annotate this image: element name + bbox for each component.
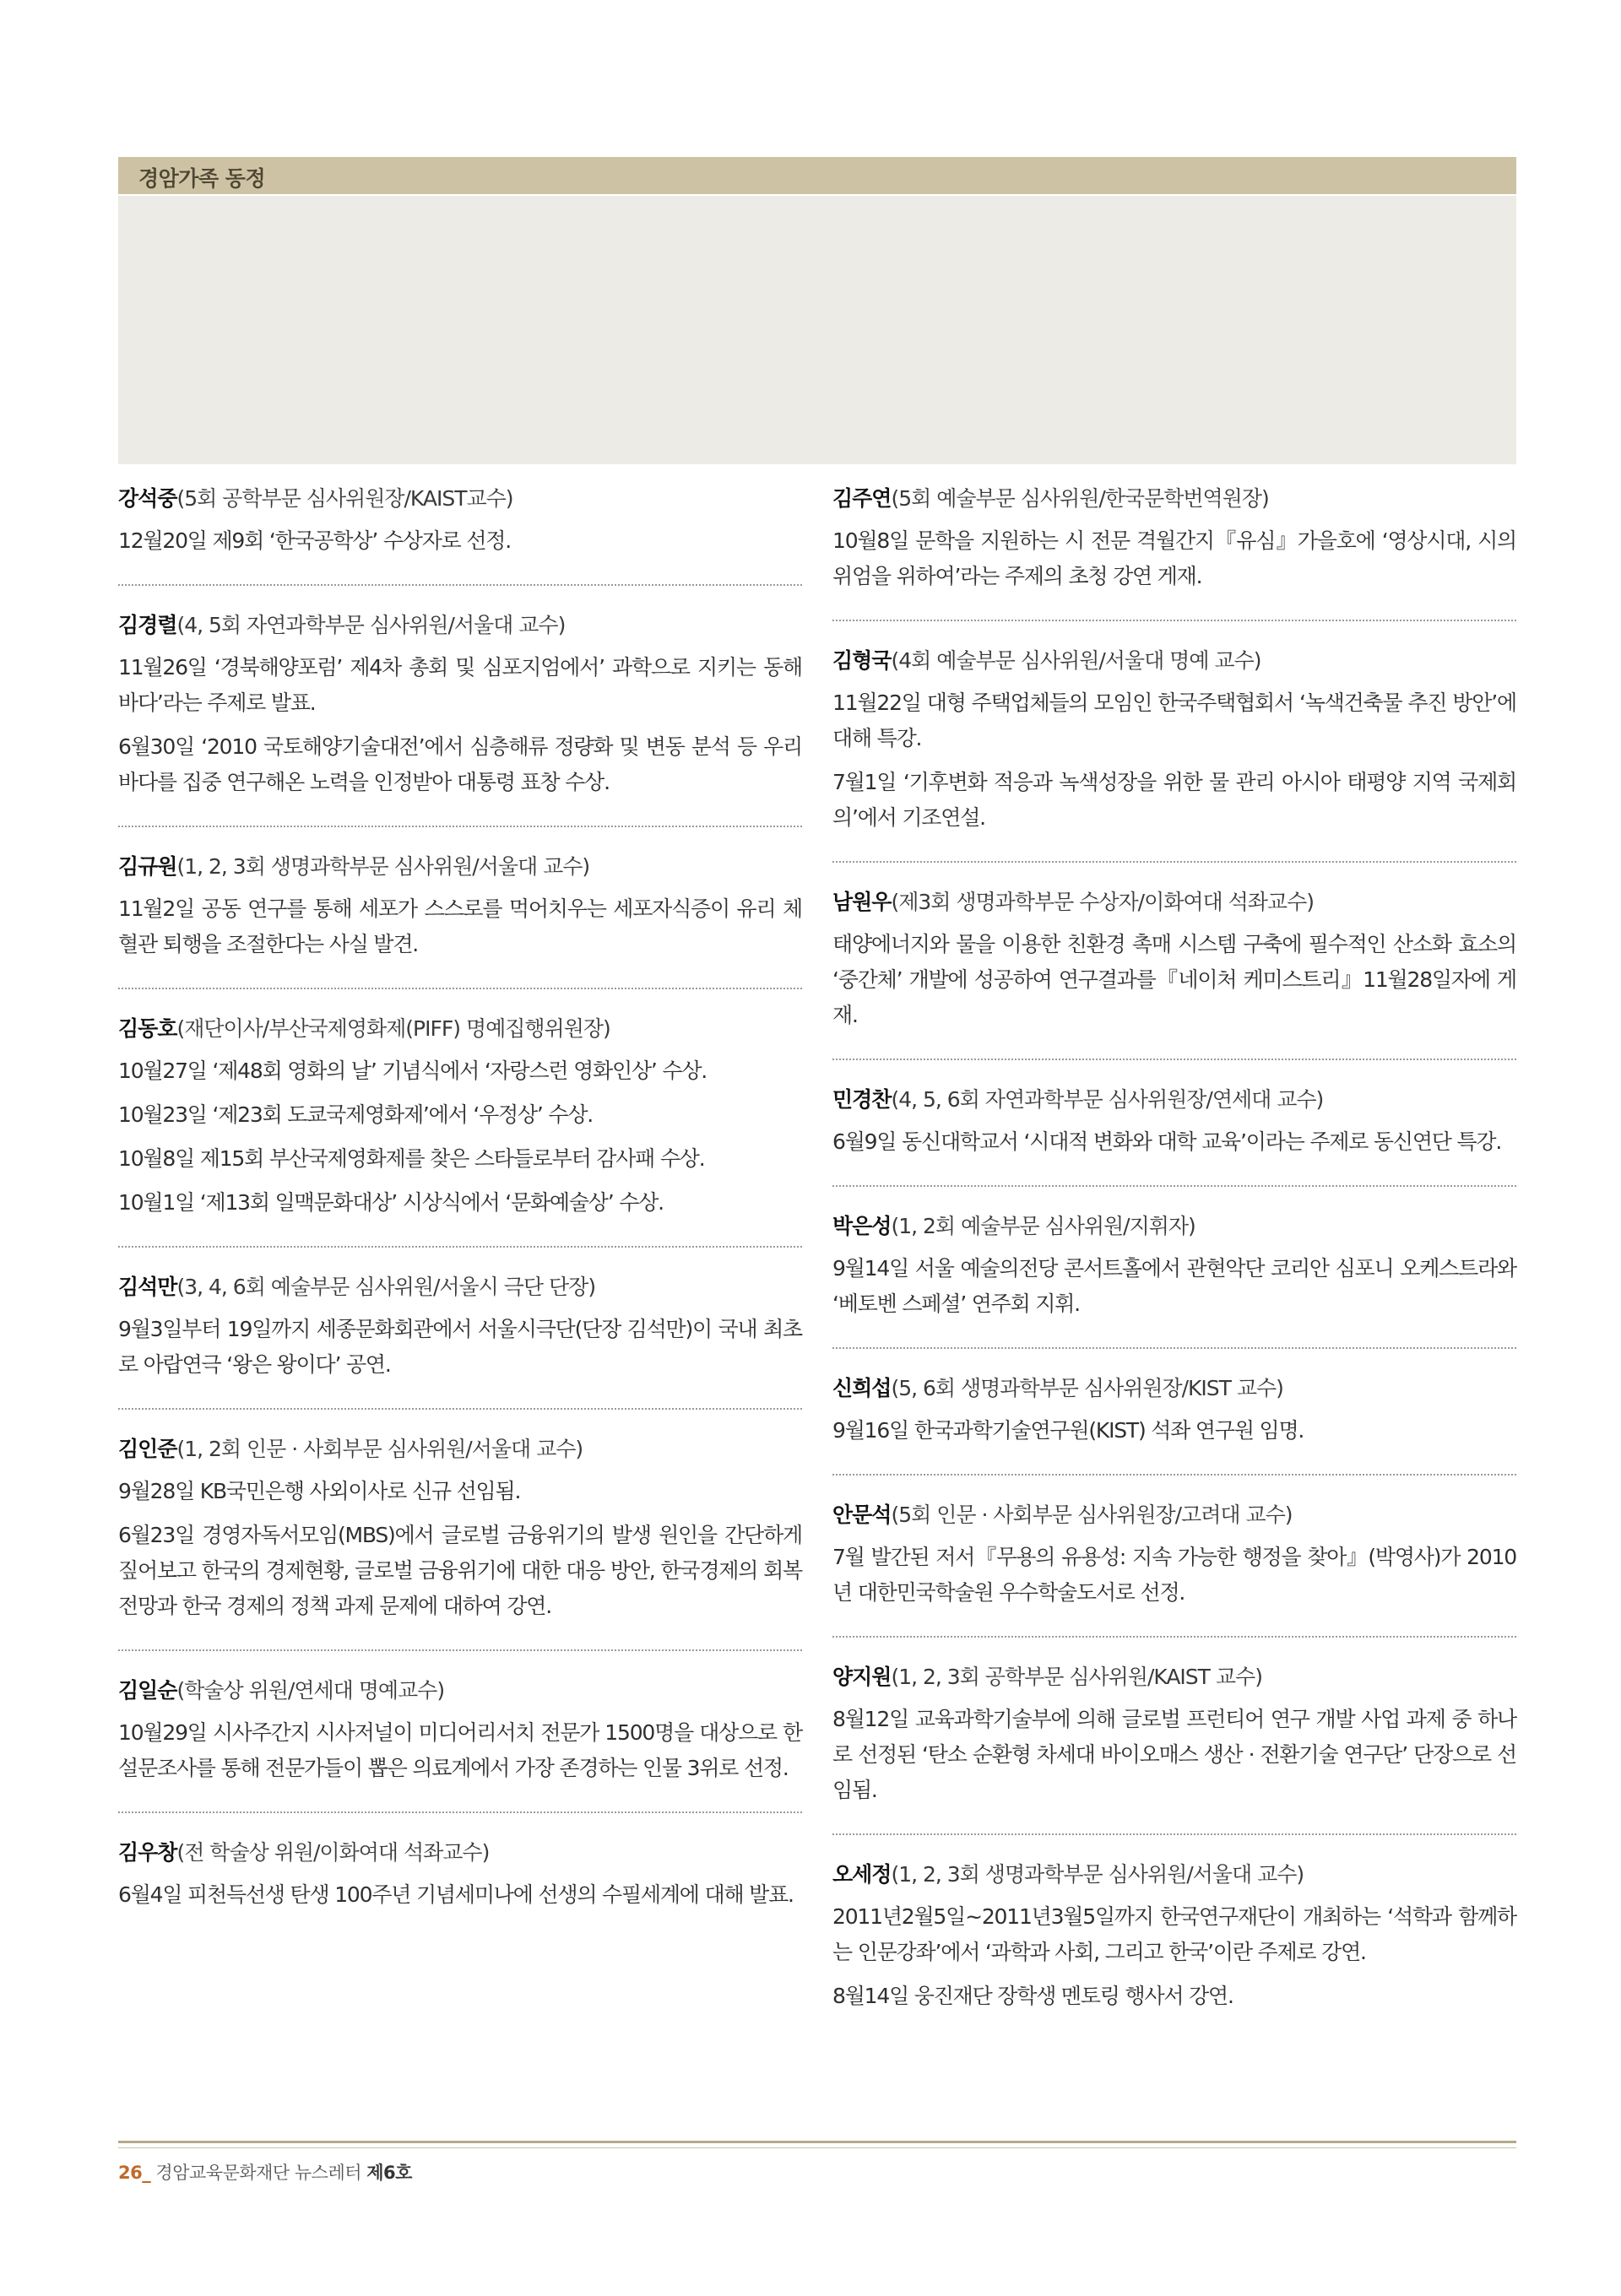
person-role: (학술상 위원/연세대 명예교수) (176, 1678, 445, 1703)
right-column (832, 485, 1516, 2065)
news-item: 10월8일 제15회 부산국제영화제를 찾은 스타들로부터 감사패 수상. (118, 1146, 705, 1171)
page-number: 26 (118, 2163, 143, 2183)
news-item: 6월30일 ‘2010 국토해양기술대전’에서 심층해류 정량화 및 변동 분석 등 우리 바다를 집중 연구해온 노력을 인정받아 대통령 표창 수상. (118, 734, 802, 794)
person-role: (3, 4, 6회 예술부문 심사위원/서울시 극단 단장) (176, 1275, 596, 1299)
person-name: 김형국 (832, 648, 892, 673)
person-entry (832, 1212, 1516, 1349)
news-item: 10월29일 시사주간지 시사저널이 미디어리서치 전문가 1500명을 대상으로 한 설문조사를 통해 전문가들이 뽑은 의료계에서 가장 존경하는 인물 3위로 선정. (118, 1720, 802, 1780)
person-heading (118, 611, 802, 640)
person-heading (118, 485, 802, 513)
person-name: 양지원 (832, 1665, 892, 1689)
person-name: 박은성 (832, 1214, 892, 1238)
person-role: (4, 5, 6회 자연과학부문 심사위원장/연세대 교수) (891, 1087, 1324, 1112)
person-role: (재단이사/부산국제영화제(PIFF) 명예집행위원장) (176, 1016, 610, 1041)
person-heading (118, 1015, 802, 1043)
news-item: 7월 발간된 저서『무용의 유용성: 지속 가능한 행정을 찾아』(박영사)가 2010년 대한민국학술원 우수학술도서로 선정. (832, 1545, 1516, 1605)
person-role: (5회 인문 · 사회부문 심사위원장/고려대 교수) (891, 1503, 1293, 1527)
person-entry (832, 888, 1516, 1060)
person-entry (832, 647, 1516, 863)
person-heading (832, 1501, 1516, 1530)
section-title: 경암가족 동정 (138, 166, 266, 191)
person-heading (832, 1663, 1516, 1692)
person-role: (1, 2, 3회 공학부문 심사위원/KAIST 교수) (891, 1665, 1262, 1689)
news-item: 9월28일 KB국민은행 사외이사로 신규 선임됨. (118, 1479, 521, 1503)
news-item: 9월14일 서울 예술의전당 콘서트홀에서 관현악단 코리안 심포니 오케스트라와 ‘베토벤 스페셜’ 연주회 지휘. (832, 1256, 1516, 1316)
person-role: (4, 5회 자연과학부문 심사위원/서울대 교수) (176, 613, 566, 637)
person-role: (1, 2, 3회 생명과학부문 심사위원/서울대 교수) (891, 1862, 1304, 1887)
news-item: 10월23일 ‘제23회 도쿄국제영화제’에서 ‘우정상’ 수상. (118, 1102, 594, 1127)
news-item: 8월14일 웅진재단 장학생 멘토링 행사서 강연. (832, 1984, 1233, 2008)
person-heading (832, 1212, 1516, 1241)
person-name: 신희섭 (832, 1376, 892, 1400)
person-heading (118, 1676, 802, 1705)
person-role: (5회 예술부문 심사위원/한국문학번역원장) (891, 486, 1269, 511)
person-entry (118, 1676, 802, 1813)
person-heading (832, 888, 1516, 917)
person-entry (832, 1374, 1516, 1476)
person-name: 오세정 (832, 1862, 892, 1887)
person-role: (1, 2, 3회 생명과학부문 심사위원/서울대 교수) (176, 854, 590, 879)
page-footer (118, 2159, 412, 2185)
person-name: 김동호 (118, 1016, 177, 1041)
page-number-separator: _ (142, 2163, 151, 2183)
person-entry (118, 485, 802, 586)
person-heading (832, 1086, 1516, 1114)
news-item: 11월22일 대형 주택업체들의 모임인 한국주택협회서 ‘녹색건축물 추진 방안’에 대해 특강. (832, 690, 1516, 750)
person-role: (5, 6회 생명과학부문 심사위원장/KIST 교수) (891, 1376, 1283, 1400)
person-heading (832, 1860, 1516, 1889)
news-item: 10월8일 문학을 지원하는 시 전문 격월간지『유심』가을호에 ‘영상시대, 시의 위엄을 위하여’라는 주제의 초청 강연 게재. (832, 528, 1516, 588)
person-entry (118, 1838, 802, 1938)
person-role: (4회 예술부문 심사위원/서울대 명예 교수) (891, 648, 1261, 673)
news-item: 6월23일 경영자독서모임(MBS)에서 글로벌 금융위기의 발생 원인을 간단하게 짚어보고 한국의 경제현황, 글로벌 금융위기에 대한 대응 방안, 한국경제의 회복 전망과 한국 경제의 정책 과제 문제에 대하여 강연. (118, 1523, 802, 1618)
publication-name: 경암교육문화재단 뉴스레터 (155, 2163, 362, 2183)
news-item: 10월27일 ‘제48회 영화의 날’ 기념식에서 ‘자랑스런 영화인상’ 수상. (118, 1059, 707, 1083)
section-header-bar (118, 157, 1516, 194)
news-item: 7월1일 ‘기후변화 적응과 녹색성장을 위한 물 관리 아시아 태평양 지역 국제회의’에서 기조연설. (832, 770, 1516, 830)
issue-number: 제6호 (366, 2163, 412, 2183)
person-entry (832, 1860, 1516, 2039)
person-role: (제3회 생명과학부문 수상자/이화여대 석좌교수) (891, 890, 1314, 914)
news-item: 10월1일 ‘제13회 일맥문화대상’ 시상식에서 ‘문화예술상’ 수상. (118, 1190, 664, 1215)
news-item: 태양에너지와 물을 이용한 친환경 촉매 시스템 구축에 필수적인 산소화 효소의 ‘중간체’ 개발에 성공하여 연구결과를『네이처 케미스트리』11월28일자에 게재. (832, 932, 1516, 1027)
news-item: 8월12일 교육과학기술부에 의해 글로벌 프런티어 연구 개발 사업 과제 중 하나로 선정된 ‘탄소 순환형 차세대 바이오매스 생산 · 전환기술 연구단’ 단장으로 선임됨. (832, 1707, 1516, 1802)
person-entry (832, 485, 1516, 621)
person-entry (832, 1086, 1516, 1187)
person-heading (832, 647, 1516, 675)
news-item: 6월9일 동신대학교서 ‘시대적 변화와 대학 교육’이라는 주제로 동신연단 특강. (832, 1129, 1502, 1154)
news-item: 9월3일부터 19일까지 세종문화회관에서 서울시극단(단장 김석만)이 국내 최초로 아랍연극 ‘왕은 왕이다’ 공연. (118, 1317, 802, 1377)
person-role: (5회 공학부문 심사위원장/KAIST교수) (176, 486, 513, 511)
news-item: 11월2일 공동 연구를 통해 세포가 스스로를 먹어치우는 세포자식증이 유리 체혈관 퇴행을 조절한다는 사실 발견. (118, 896, 802, 956)
person-entry (118, 853, 802, 989)
footer-rule (118, 2141, 1516, 2143)
person-heading (832, 1374, 1516, 1403)
person-name: 김규원 (118, 854, 177, 879)
intro-box (118, 196, 1516, 464)
person-name: 안문석 (832, 1503, 892, 1527)
news-item: 12월20일 제9회 ‘한국공학상’ 수상자로 선정. (118, 528, 512, 553)
person-name: 김일순 (118, 1678, 177, 1703)
person-role: (전 학술상 위원/이화여대 석좌교수) (176, 1840, 490, 1865)
person-name: 김경렬 (118, 613, 177, 637)
person-name: 김우창 (118, 1840, 177, 1865)
person-entry (118, 1015, 802, 1248)
person-heading (118, 853, 802, 881)
news-item: 11월26일 ‘경북해양포럼’ 제4차 총회 및 심포지엄에서’ 과학으로 지키는 동해바다’라는 주제로 발표. (118, 655, 802, 715)
news-item: 9월16일 한국과학기술연구원(KIST) 석좌 연구원 임명. (832, 1418, 1304, 1443)
person-role: (1, 2회 예술부문 심사위원/지휘자) (891, 1214, 1195, 1238)
news-item: 6월4일 피천득선생 탄생 100주년 기념세미나에 선생의 수필세계에 대해 발표. (118, 1882, 794, 1907)
person-entry (118, 1273, 802, 1410)
person-entry (118, 611, 802, 827)
person-entry (832, 1663, 1516, 1835)
person-entry (118, 1435, 802, 1651)
person-entry (832, 1501, 1516, 1638)
person-heading (118, 1838, 802, 1867)
person-name: 김석만 (118, 1275, 177, 1299)
person-name: 민경찬 (832, 1087, 892, 1112)
person-role: (1, 2회 인문 · 사회부문 심사위원/서울대 교수) (176, 1437, 583, 1461)
person-name: 남원우 (832, 890, 892, 914)
person-heading (118, 1273, 802, 1302)
person-heading (832, 485, 1516, 513)
news-item: 2011년2월5일~2011년3월5일까지 한국연구재단이 개최하는 ‘석학과 함께하는 인문강좌’에서 ‘과학과 사회, 그리고 한국’이란 주제로 강연. (832, 1904, 1516, 1964)
person-name: 김인준 (118, 1437, 177, 1461)
person-heading (118, 1435, 802, 1464)
person-name: 김주연 (832, 486, 892, 511)
left-column (118, 485, 802, 1963)
person-name: 강석중 (118, 486, 177, 511)
